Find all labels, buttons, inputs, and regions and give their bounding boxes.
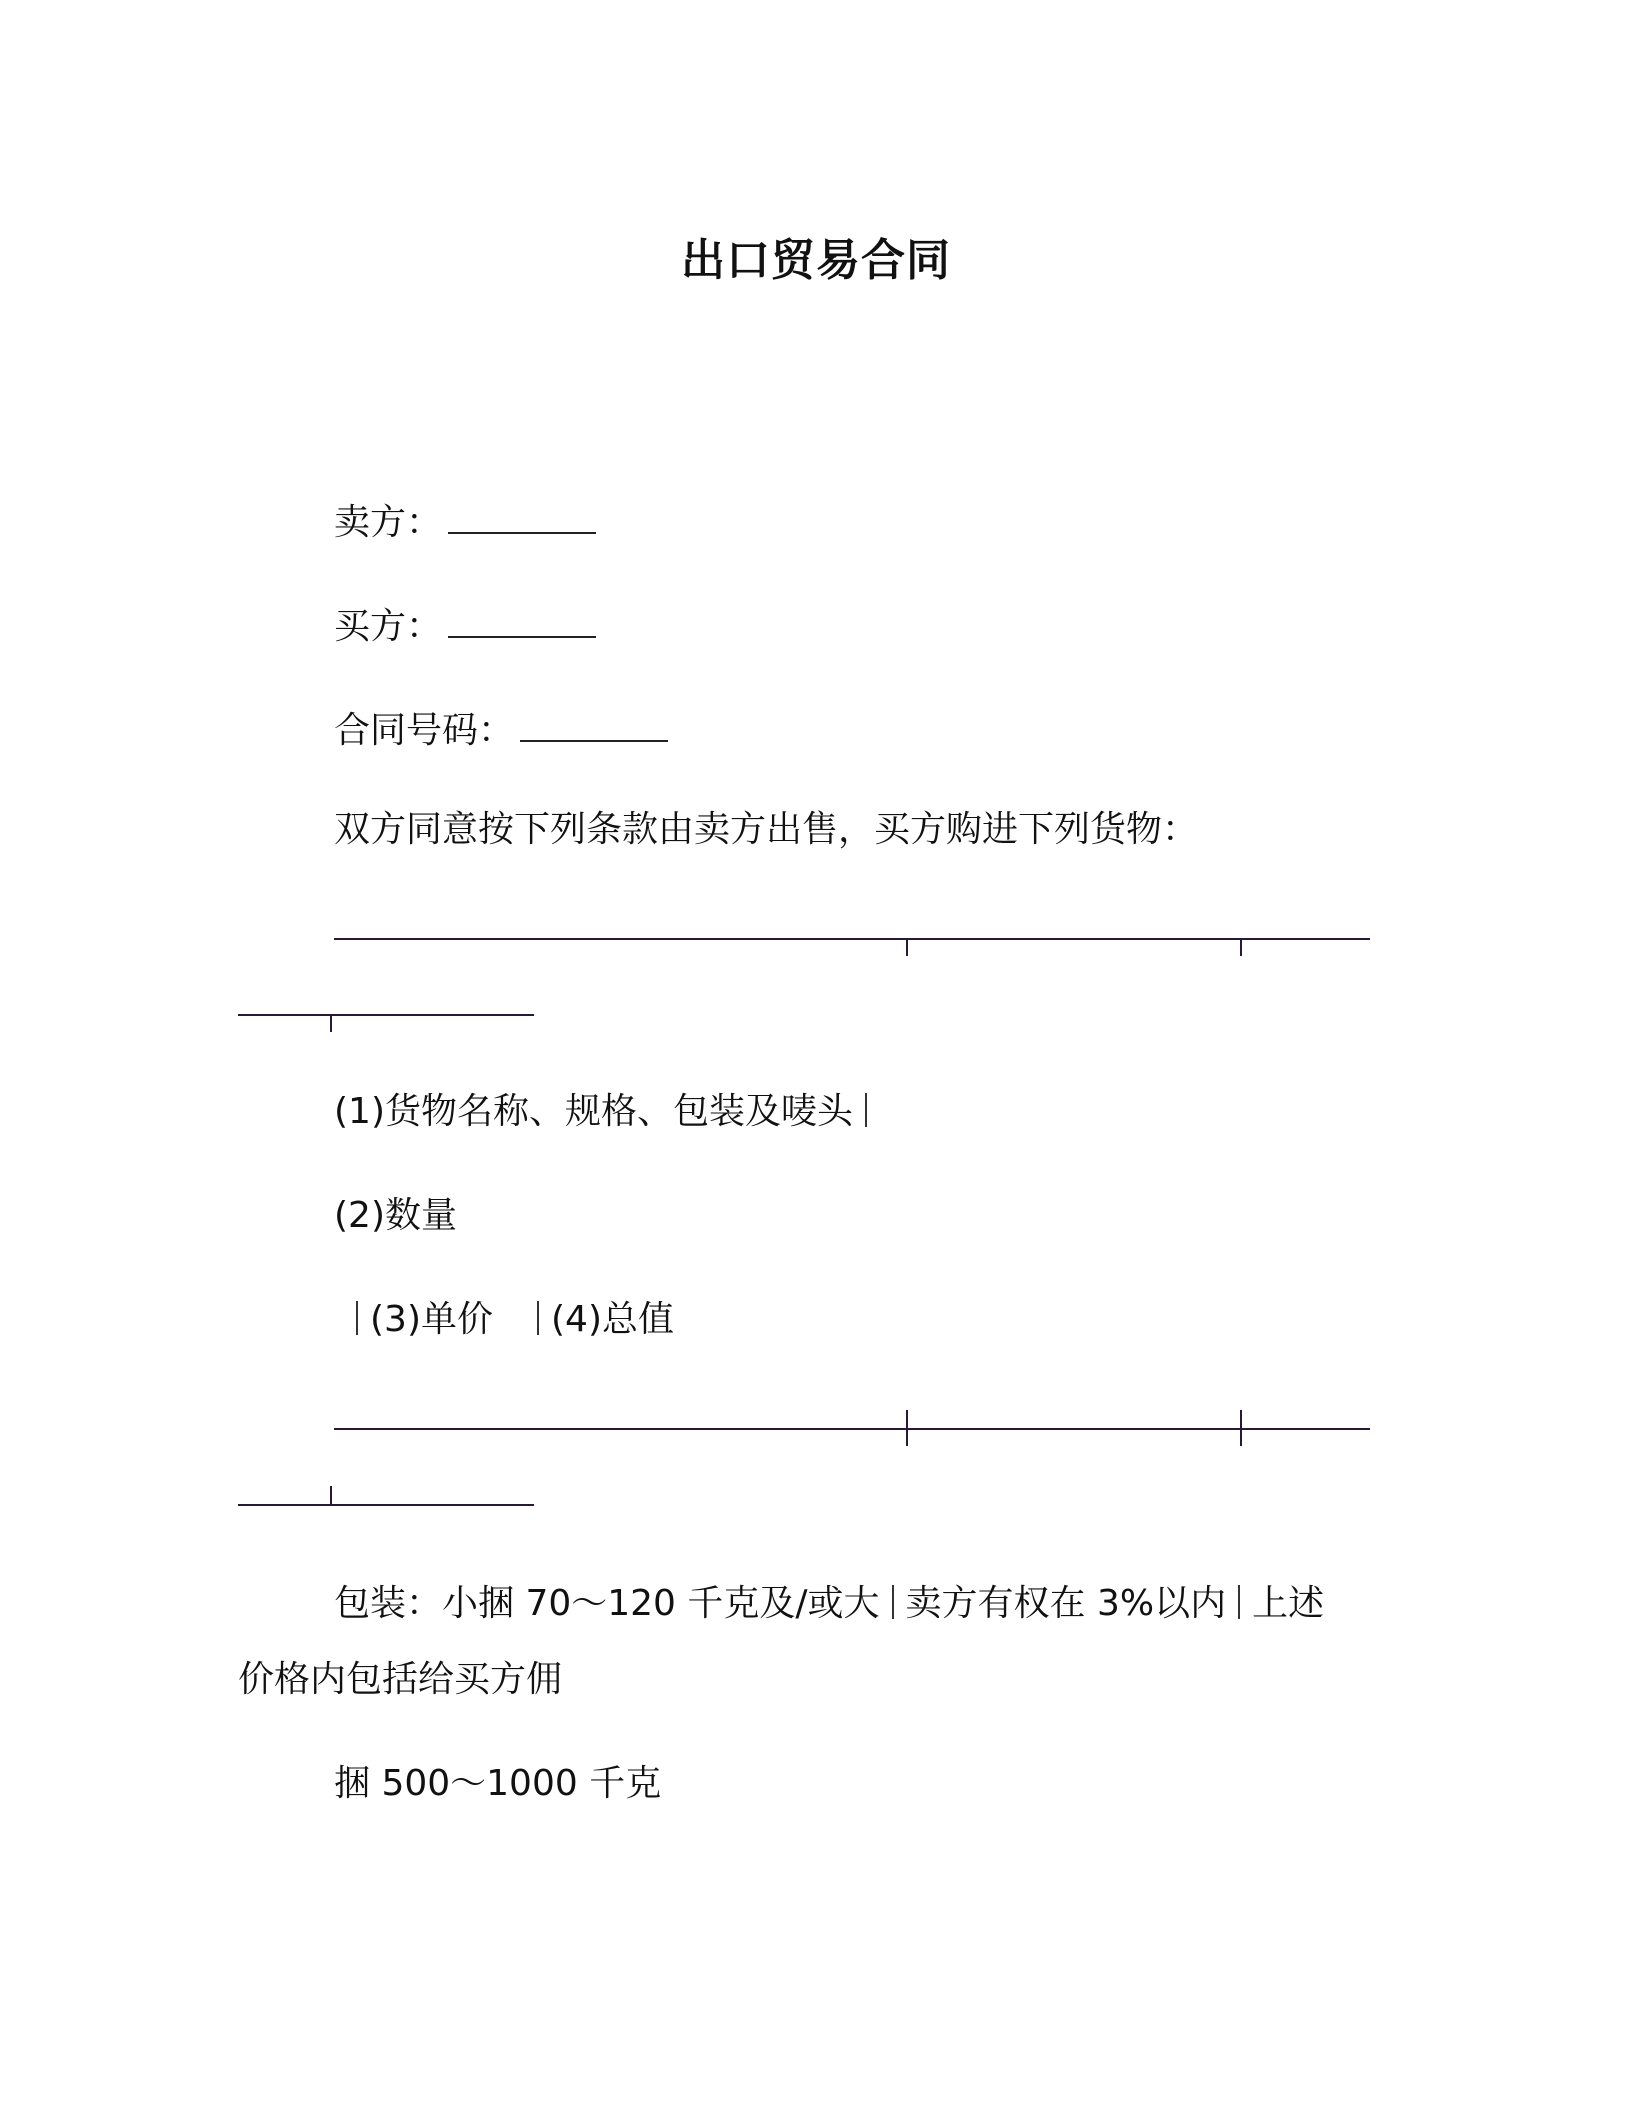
column-total-value-label: (4)总值 [551, 1299, 674, 1340]
column-divider [1238, 1585, 1240, 1619]
buyer-label: 买方： [334, 606, 443, 647]
table-bottom-rule [334, 1428, 1370, 1430]
intro-paragraph: 双方同意按下列条款由卖方出售，买方购进下列货物： [334, 809, 1199, 850]
contract-number-label: 合同号码： [334, 710, 515, 751]
table-bottom-rule-continued [238, 1504, 534, 1506]
column-divider [537, 1301, 539, 1335]
column-goods-label: (1)货物名称、规格、包装及唛头 [334, 1091, 853, 1132]
column-header-prices [344, 1298, 674, 1342]
column-divider [865, 1093, 867, 1127]
table-top-rule [334, 938, 1370, 940]
contract-number-blank[interactable] [520, 704, 668, 742]
document-title: 出口贸易合同 [681, 235, 951, 286]
column-divider [356, 1301, 358, 1335]
seller-blank[interactable] [448, 496, 596, 534]
table-column-tick [906, 938, 908, 956]
seller-label: 卖方： [334, 502, 443, 543]
buyer-blank[interactable] [448, 600, 596, 638]
column-header-goods [334, 1090, 879, 1134]
packing-text-b: 卖方有权在 3%以内 [905, 1583, 1227, 1624]
table-column-tick [1240, 938, 1242, 956]
packing-continued: 价格内包括给买方佣 [238, 1659, 563, 1700]
table-column-tick [330, 1014, 332, 1032]
column-unit-price-label: (3)单价 [370, 1299, 493, 1340]
table-top-rule-continued [238, 1014, 534, 1016]
table-column-tick [906, 1410, 908, 1446]
buyer-line [334, 600, 596, 649]
table-column-tick [1240, 1410, 1242, 1446]
packing-large-bundle: 捆 500～1000 千克 [334, 1763, 662, 1804]
seller-line [334, 496, 596, 545]
contract-number-line [334, 704, 668, 753]
column-divider [892, 1585, 894, 1619]
table-column-tick [330, 1486, 332, 1504]
column-quantity-label: (2)数量 [334, 1195, 457, 1236]
packing-text-c: 上述 [1252, 1583, 1325, 1624]
packing-text-a: 包装：小捆 70～120 千克及/或大 [334, 1583, 880, 1624]
packing-line [334, 1582, 1324, 1626]
